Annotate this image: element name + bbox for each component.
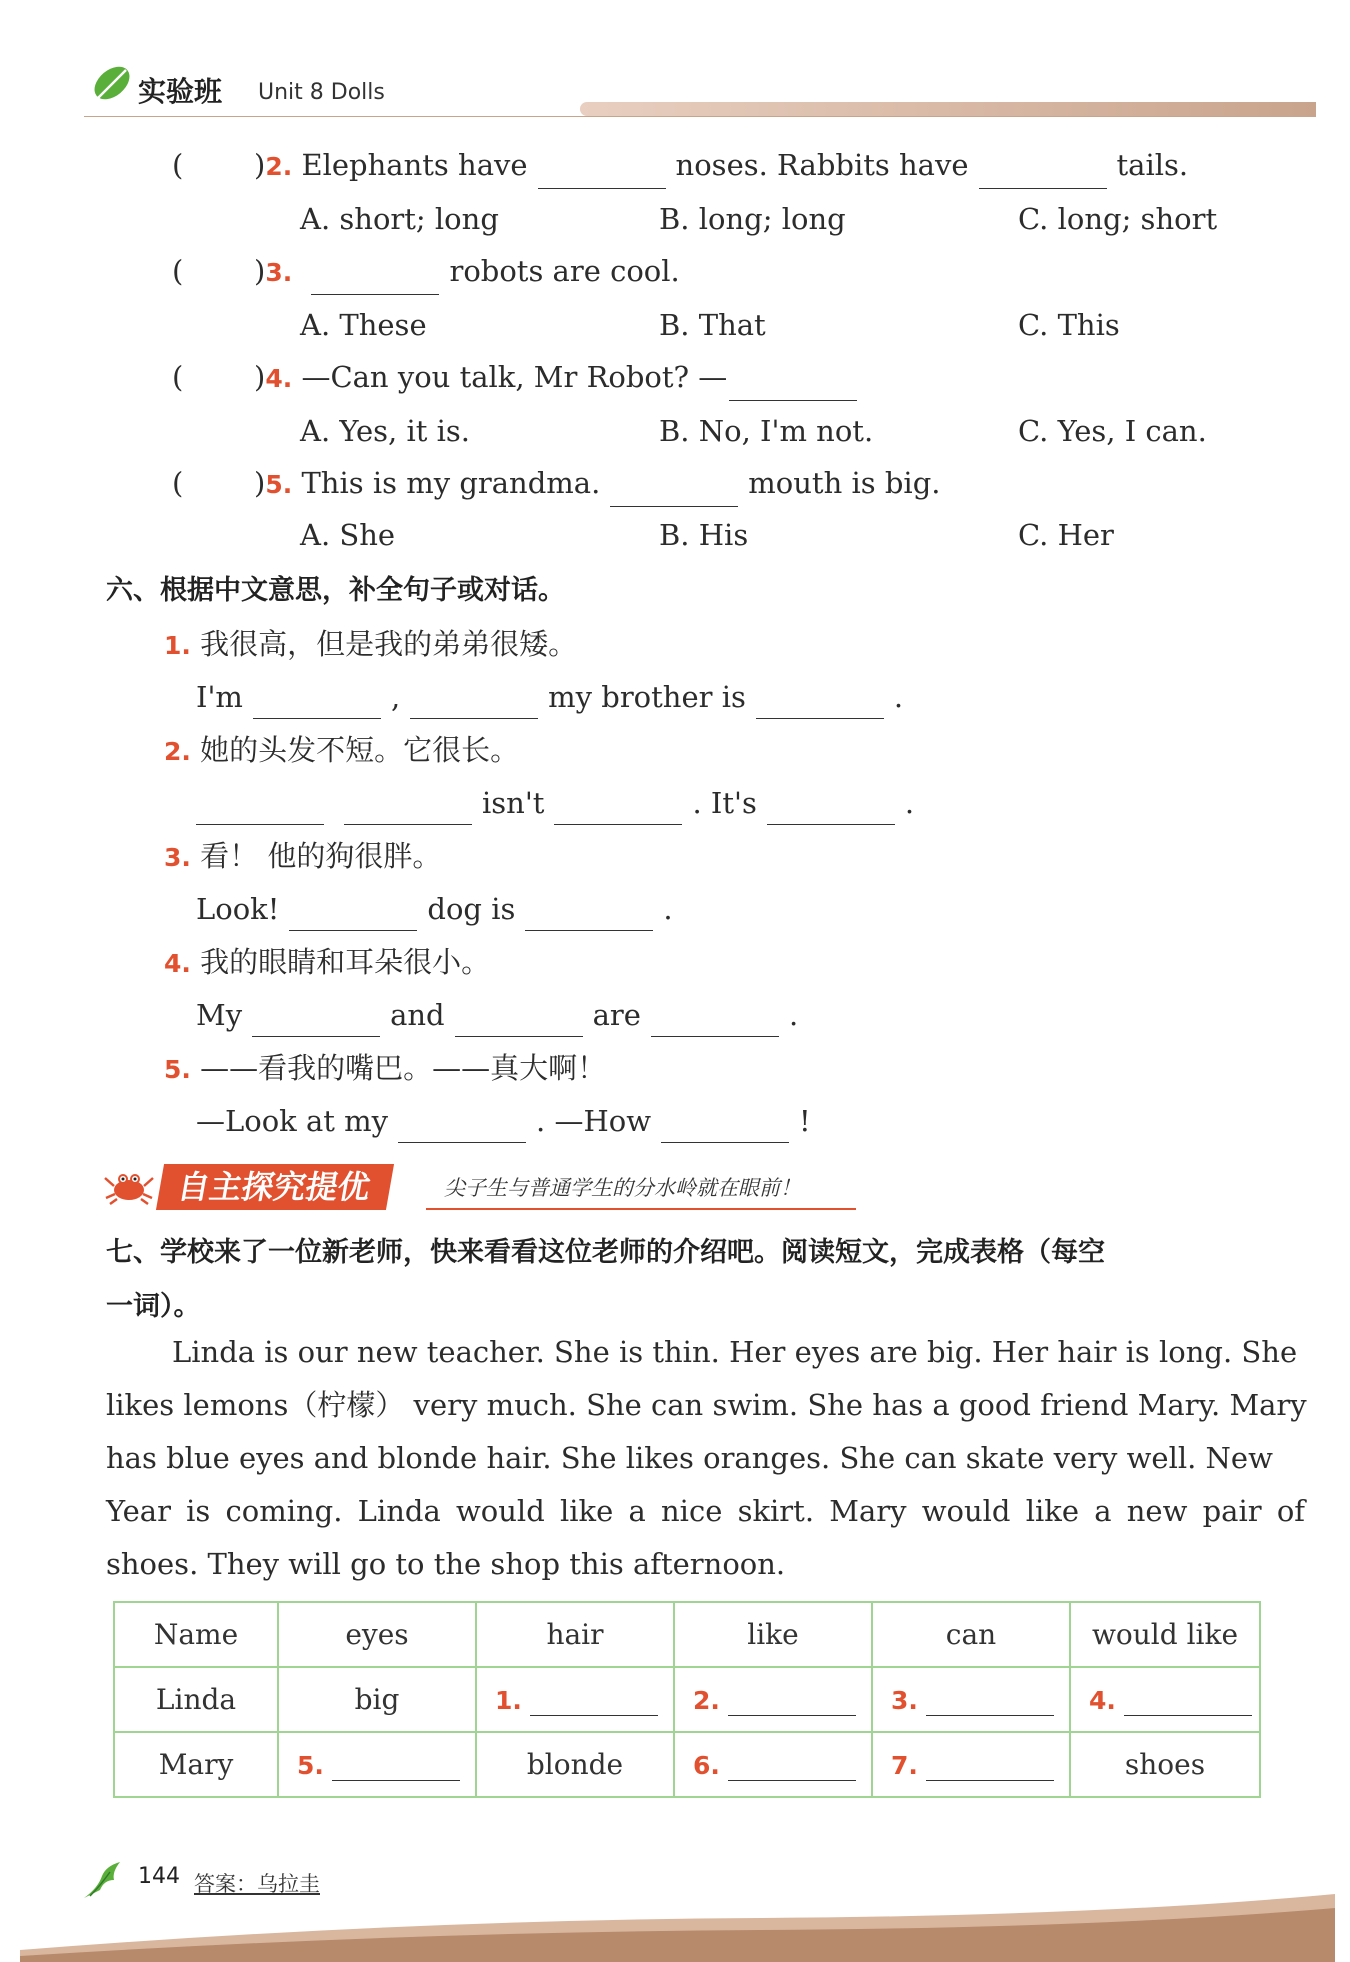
en-text: —Look at my (196, 1104, 389, 1138)
info-table (113, 1601, 1261, 1798)
blank-number: 1. (495, 1686, 522, 1715)
header-cell: would like (1070, 1602, 1260, 1667)
blank-number: 7. (891, 1751, 918, 1780)
banner-title: 自主探究提优 (156, 1164, 394, 1210)
en-text: dog is (427, 892, 516, 926)
blank[interactable] (728, 1752, 856, 1781)
question-item-4 (254, 355, 867, 401)
en-text: . It's (692, 786, 757, 820)
banner-slogan: 尖子生与普通学生的分水岭就在眼前！ (444, 1176, 801, 1200)
question-text: tails. (1116, 148, 1189, 182)
cn-prompt-1 (164, 622, 577, 668)
en-text: . (788, 998, 799, 1032)
option-c[interactable]: C. Her (1018, 518, 1114, 552)
en-text: . (663, 892, 673, 926)
passage-line: Year is coming. Linda would like a nice skirt. Mary would like a new pair of (106, 1494, 1306, 1528)
question-number: 2. (265, 152, 293, 181)
question-number: 5. (265, 470, 293, 499)
paren-open: ( (172, 360, 184, 394)
section-title: 七、学校来了一位新老师，快来看看这位老师的介绍吧。阅读短文，完成表格（每空 (106, 1237, 1105, 1268)
answer-slot[interactable] (190, 143, 254, 183)
en-text: ! (799, 1104, 811, 1138)
blank-number: 3. (891, 1686, 918, 1715)
paren-open: ( (172, 466, 184, 500)
passage-line: Linda is our new teacher. She is thin. Her eyes are big. Her hair is long. She (172, 1335, 1298, 1369)
en-text: . —How (536, 1104, 652, 1138)
answer-slot[interactable] (190, 249, 254, 289)
question-item-3 (254, 249, 680, 295)
en-text: My (196, 998, 243, 1032)
cn-sentence: 她的头发不短。它很长。 (200, 733, 520, 767)
blank[interactable] (610, 474, 738, 507)
paren-close: ) (254, 254, 266, 288)
item-number: 3. (164, 843, 191, 872)
en-answer-5 (196, 1099, 811, 1143)
blank[interactable] (756, 686, 884, 719)
blank[interactable] (311, 262, 439, 295)
cn-prompt-5 (164, 1046, 606, 1092)
option-a[interactable]: A. Yes, it is. (300, 414, 471, 448)
name-cell: Mary (114, 1732, 278, 1797)
passage-line: likes lemons（柠檬） very much. She can swim. She has a good friend Mary. Mary (106, 1388, 1307, 1422)
question-text: This is my grandma. (301, 466, 601, 500)
value-cell: big (278, 1667, 476, 1732)
question-number: 3. (265, 258, 293, 287)
blank[interactable] (525, 898, 653, 931)
en-text: . (893, 680, 904, 714)
blank[interactable] (253, 686, 381, 719)
paren-open: ( (172, 148, 184, 182)
blank[interactable] (979, 156, 1107, 189)
footer-wave (0, 1880, 1350, 1962)
blank[interactable] (729, 368, 857, 401)
answer-slot[interactable] (190, 355, 254, 395)
blank[interactable] (332, 1752, 460, 1781)
blank[interactable] (344, 792, 472, 825)
name-cell: Linda (114, 1667, 278, 1732)
en-answer-2 (186, 781, 914, 825)
question-text: —Can you talk, Mr Robot? — (301, 360, 728, 394)
section-title-cont: 一词）。 (106, 1291, 201, 1322)
en-text: I'm (196, 680, 243, 714)
blank-cell[interactable] (674, 1732, 872, 1797)
table-header-row (114, 1602, 1260, 1667)
blank[interactable] (455, 1004, 583, 1037)
blank-cell[interactable] (476, 1667, 674, 1732)
cn-sentence: 我很高，但是我的弟弟很矮。 (200, 627, 578, 661)
option-c[interactable]: C. This (1018, 308, 1120, 342)
value-cell: shoes (1070, 1732, 1260, 1797)
blank[interactable] (926, 1752, 1054, 1781)
en-text: isn't (482, 786, 545, 820)
header-cell: hair (476, 1602, 674, 1667)
blank[interactable] (926, 1687, 1054, 1716)
header-cell: Name (114, 1602, 278, 1667)
option-b[interactable]: B. That (659, 308, 766, 342)
table-row (114, 1732, 1260, 1797)
item-number: 5. (164, 1055, 191, 1084)
blank[interactable] (661, 1110, 789, 1143)
blank[interactable] (538, 156, 666, 189)
blank[interactable] (728, 1687, 856, 1716)
blank-cell[interactable] (674, 1667, 872, 1732)
question-item-2 (254, 143, 1188, 189)
cn-prompt-3 (164, 834, 441, 880)
question-text: mouth is big. (748, 466, 941, 500)
header-bar (580, 102, 1316, 116)
cn-sentence: ——看我的嘴巴。——真大啊！ (200, 1051, 607, 1085)
blank[interactable] (554, 792, 682, 825)
option-a[interactable]: A. She (300, 518, 396, 552)
en-text: , (390, 680, 401, 714)
blank[interactable] (398, 1110, 526, 1143)
en-answer-3 (196, 887, 673, 931)
passage-line: has blue eyes and blonde hair. She likes oranges. She can skate very well. New (106, 1441, 1273, 1475)
paren-close: ) (254, 148, 266, 182)
brand-label: 实验班 (138, 75, 223, 108)
en-answer-1 (196, 675, 903, 719)
blank[interactable] (196, 792, 324, 825)
blank[interactable] (410, 686, 538, 719)
crab-icon (102, 1166, 156, 1206)
section-title: 六、根据中文意思，补全句子或对话。 (106, 575, 565, 606)
paren-close: ) (254, 360, 266, 394)
paren-open: ( (172, 254, 184, 288)
question-text: robots are cool. (449, 254, 680, 288)
option-b[interactable]: B. His (659, 518, 749, 552)
option-a[interactable]: A. short; long (300, 202, 499, 236)
option-b[interactable]: B. No, I'm not. (659, 414, 874, 448)
en-text: . (904, 786, 915, 820)
cn-sentence: 我的眼睛和耳朵很小。 (200, 945, 491, 979)
header-cell: eyes (278, 1602, 476, 1667)
table-row (114, 1667, 1260, 1732)
blank-cell[interactable] (872, 1732, 1070, 1797)
option-c[interactable]: C. long; short (1018, 202, 1218, 236)
blank[interactable] (651, 1004, 779, 1037)
en-text: are (592, 998, 641, 1032)
question-number: 4. (265, 364, 293, 393)
en-text: Look! (196, 892, 280, 926)
blank[interactable] (767, 792, 895, 825)
header-rule (84, 116, 1316, 117)
question-item-5 (254, 461, 940, 507)
value-cell: blonde (476, 1732, 674, 1797)
blank-number: 4. (1089, 1686, 1116, 1715)
question-text: noses. Rabbits have (675, 148, 969, 182)
option-a[interactable]: A. These (300, 308, 427, 342)
blank-cell[interactable] (278, 1732, 476, 1797)
leaf-logo-icon (88, 62, 134, 106)
item-number: 2. (164, 737, 191, 766)
answer-hint: 答案：乌拉圭 (194, 1872, 320, 1896)
passage-line: shoes. They will go to the shop this afternoon. (106, 1547, 786, 1581)
item-number: 1. (164, 631, 191, 660)
item-number: 4. (164, 949, 191, 978)
blank-cell[interactable] (872, 1667, 1070, 1732)
cn-sentence: 看！ 他的狗很胖。 (200, 839, 442, 873)
blank[interactable] (530, 1687, 658, 1716)
blank-number: 2. (693, 1686, 720, 1715)
blank[interactable] (1124, 1687, 1252, 1716)
answer-slot[interactable] (190, 461, 254, 501)
banner-underline (426, 1208, 856, 1210)
blank-number: 5. (297, 1751, 324, 1780)
en-text: and (390, 998, 445, 1032)
blank-cell[interactable] (1070, 1667, 1260, 1732)
unit-title: Unit 8 Dolls (258, 80, 385, 105)
option-b[interactable]: B. long; long (659, 202, 846, 236)
en-text: my brother is (548, 680, 746, 714)
blank[interactable] (289, 898, 417, 931)
header-cell: can (872, 1602, 1070, 1667)
paren-close: ) (254, 466, 266, 500)
cn-prompt-4 (164, 940, 490, 986)
page-number: 144 (138, 1864, 180, 1889)
blank-number: 6. (693, 1751, 720, 1780)
blank[interactable] (252, 1004, 380, 1037)
cn-prompt-2 (164, 728, 519, 774)
en-answer-4 (196, 993, 798, 1037)
header-cell: like (674, 1602, 872, 1667)
question-text: Elephants have (301, 148, 528, 182)
option-c[interactable]: C. Yes, I can. (1018, 414, 1207, 448)
